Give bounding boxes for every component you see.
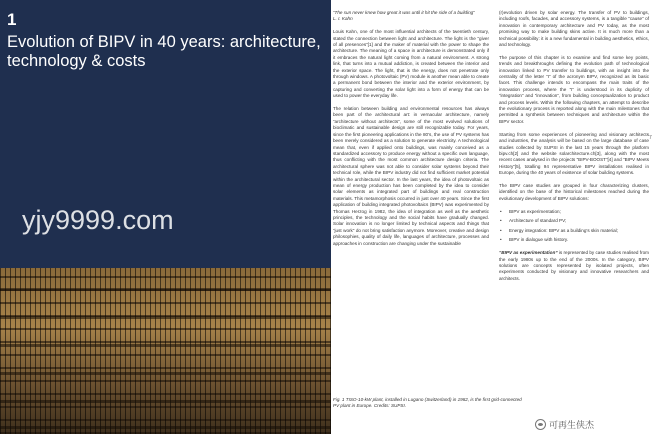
paragraph: The purpose of this chapter is to examine and find some key points, trends and breakthroughs defining the evolution path of technological innovation linked to PV transfer to buildings, with an insight into the centrality of the letter “I” of the acronym BIPV, recognized as its basic facet. This challenge intends to encompass the main traits of the innovation process, where the “I” is understood in its duplicity of “integration” and “innovation”, from building conceptualization to product and process levels. Within the following chapters, an attempt to describe the evolutionary process is reported along with the main milestones that permitted a synthesis between techniques and architecture within the BIPV sector. — [499, 54, 649, 124]
text-column-left — [333, 10, 489, 253]
list-item: • BIPV as experimentation; — [499, 209, 649, 215]
wechat-label: 可再生侠杰 — [549, 420, 595, 430]
list-item: • Energy integration: BIPV as a building’s skin material; — [499, 228, 649, 234]
chapter-title: Evolution of BIPV in 40 years: architecture, technology & costs — [7, 33, 321, 70]
paragraph: Starting from some experiences of pioneering and visionary architects and industries, the analysis will be based on the large database of case studies collected by SUPSI in the last 15 years through the platform bipv.ch[2] and the website solarchitecture.ch[3], along with the most recent cases analysed in the projects “BIPV-BOOST”[4] and “BIPV Meets History”[5], totalling 94 representative BIPV installations realised in Europe, during the 40 years of existence of solar building systems. — [499, 131, 649, 176]
site-watermark: yjy9999.com — [22, 205, 174, 235]
pv-plant-photo — [0, 268, 331, 434]
experimentation-heading: “BIPV as experimentation” — [499, 250, 558, 256]
page-number: 7 — [649, 135, 652, 141]
experimentation-text: is represented by case studies realised from the early 1980s up to the end of the 2000s. In the category, BIPV solutions are concepts represented by isolated projects, often experiments conducted by visionary and innovative researchers and architects. — [499, 250, 649, 281]
figure-caption: Fig. 1 TISO-10-kW plant, installed in Lugano (Switzerland) in 1982, is the first grid-connected PV plant in Europe. Credits: SUPSI. — [333, 397, 522, 409]
chapter-number: 1 — [7, 10, 17, 29]
wechat-watermark — [535, 418, 594, 431]
list-item: • Architecture of standard PV; — [499, 218, 649, 224]
list-item: • BIPV in dialogue with history. — [499, 237, 649, 243]
paragraph: (r)evolution driven by solar energy. The transfer of PV to buildings, including roofs, facades, and accessory systems, is a tangible “cause” of innovation in contemporary architecture and PV today, as the most promising way to make building skins active. It is much more than a technical possibility: it is a new fundamental in building aesthetics, ethics, and technology. — [499, 10, 649, 48]
text-column-right — [499, 10, 649, 289]
wechat-icon — [535, 419, 546, 430]
epigraph-author: L. I. Kahn — [333, 16, 353, 22]
paragraph: The BIPV case studies are grouped in four characterizing clusters, identified on the base of the historical milestones reached during the evolutionary development of BIPV solutions: — [499, 182, 649, 201]
cluster-list — [499, 209, 649, 244]
paragraph: The relation between building and environmental resources has always been part of the architectural art: in vernacular architecture, namely “architecture without architects”, some of the most evolved solutions of bioclimatic and sustainable design are still recognizable today. For years, since the first pioneering applications in the 80’s, the use of PV systems has been merely considered as a solution to generate electricity. A technological mean that, even if applied onto buildings, was mainly conceived as a standardized accessory to produce energy without a specific own language, thus conflicting with the most common architecture design criteria. The architectural sphere was not able to consider solar systems beyond their technical role, while the BIPV industry did not find sufficient market potential within the architectural sector. In the last years, the idea of photovoltaic as mean of energy production has been completed by the idea to consider solar elements as integrated part of buildings and real construction materials. This metamorphosis occurred in just over 40 years. Since the first application of building integrated photovoltaics (BIPV) was experimented by Thomas Herzog in 1982, the idea of integration as well as the aesthetic principles, the technology and the social habits have gradually changed. Solar innovation is no longer limited by technical aspects and things that “just work” do not bring satisfaction anymore. Moreover, creative and design philosophies, quality of daily life, languages of architecture, processes and approaches in construction are changing under the sustainable — [333, 106, 489, 246]
paragraph: Louis Kahn, one of the most influential architects of the twentieth century, stated the connection between light and architecture. The light is the “giver of all presences”[1] and the maker of material with the power to shape the architecture. The meaning of a space in architecture is demonstrated only if it embraces the natural light coming from a natural environment. A strong link, that turns into a mutual addiction, is created between the interior and the exterior space. The light, that is the energy, does not penetrate only through windows. A photovoltaic (PV) module is another mean able to create a permanent bond between the interior and the exterior environment, by capturing and converting the solar light into a form of energy that can be used to power the everyday life. — [333, 29, 489, 99]
epigraph-quote: “The sun never knew how great it was until it hit the side of a building” L. I. Kahn — [333, 10, 475, 22]
paragraph — [499, 250, 649, 282]
text-page — [331, 0, 660, 434]
